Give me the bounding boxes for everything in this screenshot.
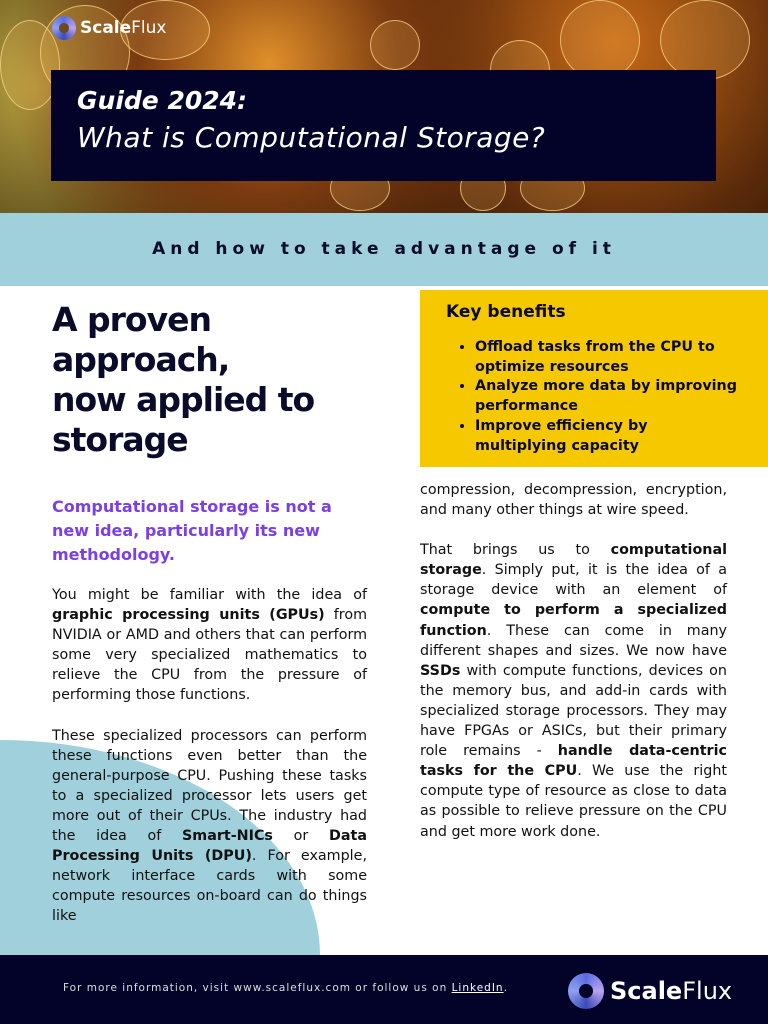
brand-bold: Scale xyxy=(80,18,132,38)
section-heading xyxy=(52,300,367,460)
bokeh-light xyxy=(660,0,750,80)
benefit-item: • Offload tasks from the CPU to optimize resources xyxy=(475,338,742,377)
guide-subtitle: What is Computational Storage? xyxy=(77,121,546,154)
paragraph-processors xyxy=(52,726,367,927)
text: That brings us to xyxy=(420,542,611,559)
brand-light: Flux xyxy=(131,18,167,38)
text: or xyxy=(272,828,330,845)
title-box xyxy=(51,70,716,181)
brand-bold: Scale xyxy=(610,977,683,1005)
scaleflux-logo[interactable] xyxy=(52,16,167,40)
text: . Simply put, it is the idea of a storage device with an element of xyxy=(420,562,727,599)
key-benefits-title: Key benefits xyxy=(446,302,566,322)
text-bold: Smart-NICs xyxy=(182,828,273,845)
heading-line: now applied to xyxy=(52,380,315,419)
text: These specialized processors can perform these functions even better than the general-purpose CPU. Pushing these tasks to a specialized processor lets users get more out of their CPUs. The industry had the idea of xyxy=(52,727,367,845)
text-bold: handle data-centric tasks for the CPU xyxy=(420,743,727,780)
left-column xyxy=(52,300,367,927)
text-bold: compute to perform a specialized function xyxy=(420,602,727,639)
benefit-item: • Improve efficiency by multiplying capacity xyxy=(475,417,742,456)
paragraph-gpus xyxy=(52,585,367,706)
text-bold: SSDs xyxy=(420,662,461,679)
text-bold: Data Processing Units (DPU) xyxy=(52,828,368,865)
intro-subtitle: Computational storage is not a new idea, particularly its new methodology. xyxy=(52,497,332,564)
guide-title: Guide 2024: xyxy=(77,86,248,115)
text: . For example, network interface cards with some compute resources on-board can do things like xyxy=(52,848,367,925)
bokeh-light xyxy=(560,0,640,80)
text: from NVIDIA or AMD and others that can perform some very specialized mathematics to relieve the CPU from the pressure of performing those functions. xyxy=(52,607,367,704)
footer xyxy=(0,955,768,1024)
footer-text: For more information, visit www.scaleflux.com or follow us on xyxy=(63,982,452,994)
paragraph-compression: compression, decompression, encryption, and many other things at wire speed. xyxy=(420,482,727,519)
heading-line: A proven xyxy=(52,300,211,339)
key-benefits-box xyxy=(420,290,768,467)
footer-info xyxy=(63,982,508,994)
benefit-item: • Analyze more data by improving performance xyxy=(475,377,742,416)
scaleflux-logo-footer[interactable] xyxy=(568,973,732,1009)
right-column xyxy=(420,480,727,842)
text-bold: computational storage xyxy=(420,542,727,579)
bokeh-light xyxy=(370,20,420,70)
hero-image xyxy=(0,0,768,213)
heading-line: approach, xyxy=(52,340,230,379)
scaleflux-swirl-icon xyxy=(568,973,604,1009)
linkedin-link[interactable]: LinkedIn xyxy=(451,982,504,994)
text: with compute functions, devices on the memory bus, and add-in cards with specialized storage processors. They may have FPGAs or ASICs, but their primary role remains - xyxy=(420,662,727,760)
text-bold: graphic processing units (GPUs) xyxy=(52,607,325,624)
heading-line: storage xyxy=(52,420,188,459)
paragraph-computational-storage xyxy=(420,540,727,841)
text: . These can come in many different shapes and sizes. We now have xyxy=(420,622,727,659)
text: You might be familiar with the idea of xyxy=(52,587,367,603)
scaleflux-swirl-icon xyxy=(52,16,76,40)
tagline: And how to take advantage of it xyxy=(0,213,768,286)
brand-light: Flux xyxy=(682,977,733,1005)
footer-text: . xyxy=(503,982,508,994)
text: . We use the right compute type of resource as close to data as possible to relieve pressure on the CPU and get more work done. xyxy=(420,763,727,840)
